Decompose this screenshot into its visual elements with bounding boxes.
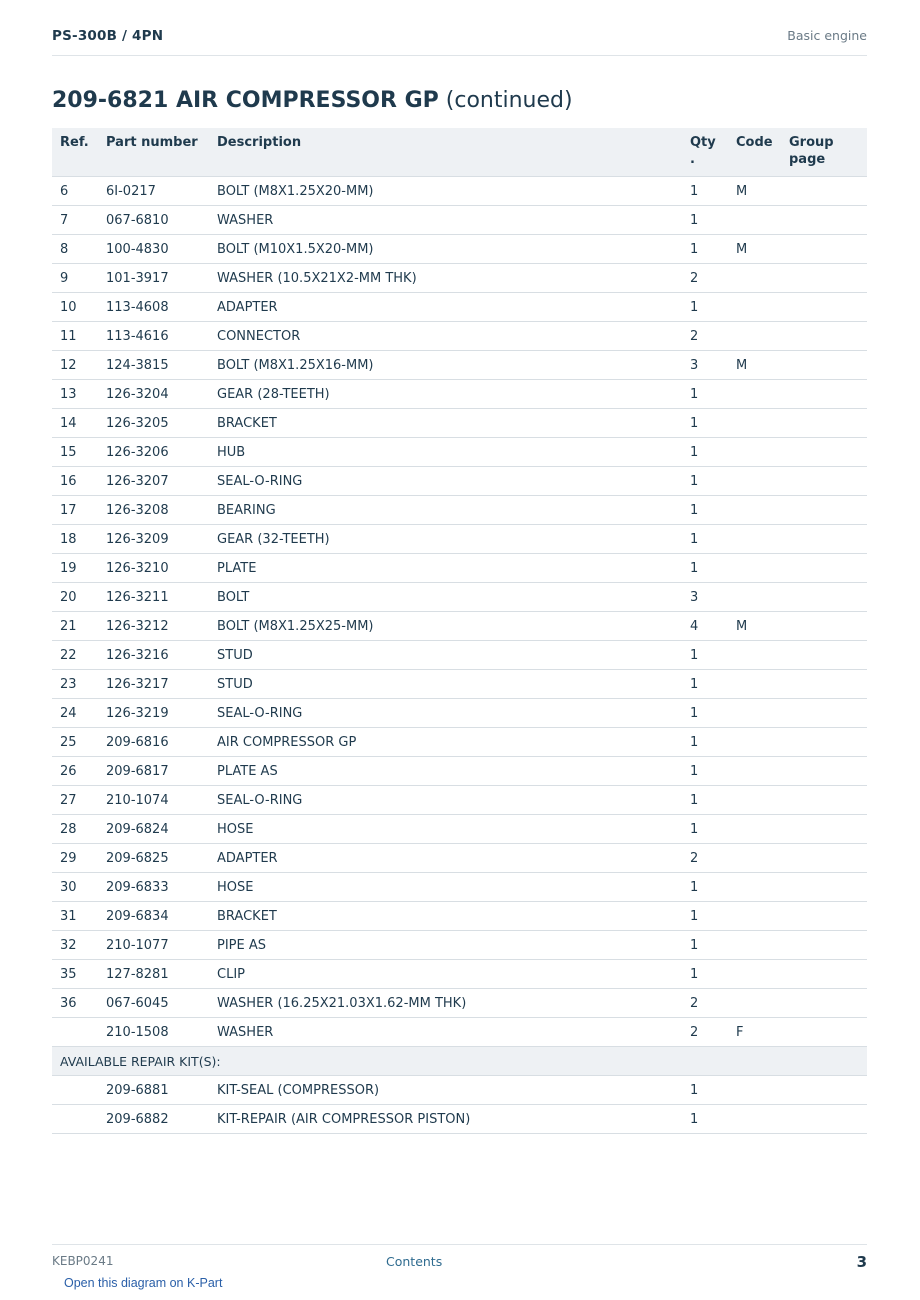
- cell-group-page: [781, 554, 867, 583]
- cell-group-page: [781, 815, 867, 844]
- cell-description: BOLT (M8X1.25X20-MM): [209, 177, 682, 206]
- cell-qty: 1: [682, 931, 728, 960]
- cell-ref: 20: [52, 583, 98, 612]
- table-row: [52, 844, 867, 873]
- cell-code: [728, 989, 781, 1018]
- table-row: [52, 699, 867, 728]
- col-group-line2: page: [789, 152, 826, 167]
- cell-ref: 27: [52, 786, 98, 815]
- table-row: [52, 786, 867, 815]
- continued-label: (continued): [445, 88, 573, 113]
- cell-description: AIR COMPRESSOR GP: [209, 728, 682, 757]
- cell-qty: 1: [682, 757, 728, 786]
- cell-code: [728, 1076, 781, 1105]
- cell-part-number: 6I-0217: [98, 177, 209, 206]
- col-code: Code: [728, 128, 781, 177]
- cell-qty: 1: [682, 525, 728, 554]
- cell-qty: 2: [682, 322, 728, 351]
- cell-group-page: [781, 380, 867, 409]
- cell-code: M: [728, 177, 781, 206]
- cell-part-number: 127-8281: [98, 960, 209, 989]
- cell-part-number: 126-3209: [98, 525, 209, 554]
- cell-description: HUB: [209, 438, 682, 467]
- cell-part-number: 113-4616: [98, 322, 209, 351]
- table-row: [52, 467, 867, 496]
- col-qty-line1: Qty: [690, 135, 716, 150]
- cell-group-page: [781, 699, 867, 728]
- col-group-line1: Group: [789, 135, 834, 150]
- table-row: [52, 1018, 867, 1047]
- cell-part-number: 126-3205: [98, 409, 209, 438]
- cell-qty: 3: [682, 583, 728, 612]
- cell-group-page: [781, 844, 867, 873]
- table-row: [52, 728, 867, 757]
- cell-description: SEAL-O-RING: [209, 786, 682, 815]
- cell-part-number: 209-6882: [98, 1105, 209, 1134]
- cell-qty: 1: [682, 380, 728, 409]
- cell-qty: 1: [682, 438, 728, 467]
- cell-code: [728, 641, 781, 670]
- cell-description: HOSE: [209, 815, 682, 844]
- page-footer: [52, 1244, 867, 1275]
- cell-qty: 2: [682, 264, 728, 293]
- cell-part-number: 210-1077: [98, 931, 209, 960]
- cell-qty: 1: [682, 467, 728, 496]
- cell-group-page: [781, 1076, 867, 1105]
- cell-part-number: 209-6817: [98, 757, 209, 786]
- cell-part-number: 126-3206: [98, 438, 209, 467]
- cell-ref: [52, 1076, 98, 1105]
- cell-ref: 32: [52, 931, 98, 960]
- cell-ref: 31: [52, 902, 98, 931]
- cell-ref: 14: [52, 409, 98, 438]
- cell-group-page: [781, 293, 867, 322]
- cell-description: WASHER (10.5X21X2-MM THK): [209, 264, 682, 293]
- cell-group-page: [781, 177, 867, 206]
- cell-ref: 19: [52, 554, 98, 583]
- cell-description: WASHER (16.25X21.03X1.62-MM THK): [209, 989, 682, 1018]
- cell-description: BRACKET: [209, 902, 682, 931]
- col-description: Description: [209, 128, 682, 177]
- open-kpart-link[interactable]: Open this diagram on K-Part: [64, 1276, 223, 1290]
- table-row: [52, 583, 867, 612]
- cell-ref: 22: [52, 641, 98, 670]
- cell-qty: 1: [682, 409, 728, 438]
- cell-part-number: 126-3219: [98, 699, 209, 728]
- cell-description: PLATE AS: [209, 757, 682, 786]
- cell-group-page: [781, 409, 867, 438]
- cell-description: KIT-SEAL (COMPRESSOR): [209, 1076, 682, 1105]
- cell-part-number: 209-6825: [98, 844, 209, 873]
- cell-qty: 1: [682, 1105, 728, 1134]
- cell-part-number: 126-3208: [98, 496, 209, 525]
- cell-ref: 11: [52, 322, 98, 351]
- table-row: [52, 815, 867, 844]
- cell-part-number: 126-3217: [98, 670, 209, 699]
- cell-qty: 1: [682, 670, 728, 699]
- table-row: [52, 960, 867, 989]
- page-header: [52, 28, 867, 56]
- cell-qty: 4: [682, 612, 728, 641]
- cell-qty: 1: [682, 728, 728, 757]
- cell-group-page: [781, 206, 867, 235]
- cell-ref: 26: [52, 757, 98, 786]
- cell-ref: 9: [52, 264, 98, 293]
- cell-code: [728, 902, 781, 931]
- cell-code: [728, 1105, 781, 1134]
- cell-group-page: [781, 1105, 867, 1134]
- cell-description: PLATE: [209, 554, 682, 583]
- contents-link[interactable]: Contents: [386, 1254, 443, 1269]
- cell-group-page: [781, 728, 867, 757]
- cell-code: [728, 583, 781, 612]
- cell-ref: 15: [52, 438, 98, 467]
- cell-qty: 1: [682, 177, 728, 206]
- cell-code: [728, 206, 781, 235]
- col-part-number: Part number: [98, 128, 209, 177]
- table-row: [52, 757, 867, 786]
- table-row: [52, 380, 867, 409]
- col-qty-line2: .: [690, 152, 695, 167]
- cell-code: [728, 554, 781, 583]
- table-row: [52, 873, 867, 902]
- cell-part-number: 113-4608: [98, 293, 209, 322]
- cell-group-page: [781, 467, 867, 496]
- cell-group-page: [781, 322, 867, 351]
- cell-ref: 8: [52, 235, 98, 264]
- table-row: [52, 293, 867, 322]
- cell-group-page: [781, 351, 867, 380]
- cell-part-number: 209-6824: [98, 815, 209, 844]
- cell-ref: 6: [52, 177, 98, 206]
- cell-description: BOLT (M8X1.25X16-MM): [209, 351, 682, 380]
- cell-ref: 30: [52, 873, 98, 902]
- cell-code: [728, 728, 781, 757]
- cell-description: CLIP: [209, 960, 682, 989]
- table-row: [52, 177, 867, 206]
- cell-group-page: [781, 235, 867, 264]
- cell-code: [728, 815, 781, 844]
- assembly-title: 209-6821 AIR COMPRESSOR GP: [52, 88, 439, 113]
- cell-group-page: [781, 612, 867, 641]
- cell-ref: 21: [52, 612, 98, 641]
- cell-ref: 17: [52, 496, 98, 525]
- cell-qty: 1: [682, 815, 728, 844]
- cell-code: [728, 786, 781, 815]
- cell-description: CONNECTOR: [209, 322, 682, 351]
- cell-part-number: 126-3210: [98, 554, 209, 583]
- cell-code: [728, 264, 781, 293]
- cell-part-number: 209-6833: [98, 873, 209, 902]
- cell-ref: 12: [52, 351, 98, 380]
- cell-qty: 1: [682, 699, 728, 728]
- cell-part-number: 126-3212: [98, 612, 209, 641]
- cell-group-page: [781, 902, 867, 931]
- cell-qty: 2: [682, 1018, 728, 1047]
- table-row: [52, 525, 867, 554]
- cell-description: WASHER: [209, 1018, 682, 1047]
- cell-group-page: [781, 670, 867, 699]
- cell-code: [728, 844, 781, 873]
- page-number: 3: [856, 1253, 867, 1271]
- cell-qty: 3: [682, 351, 728, 380]
- table-row: [52, 641, 867, 670]
- cell-group-page: [781, 1018, 867, 1047]
- table-row: [52, 351, 867, 380]
- cell-ref: 16: [52, 467, 98, 496]
- cell-code: [728, 931, 781, 960]
- cell-part-number: 067-6810: [98, 206, 209, 235]
- table-row: [52, 496, 867, 525]
- cell-ref: [52, 1018, 98, 1047]
- cell-description: ADAPTER: [209, 844, 682, 873]
- cell-ref: 24: [52, 699, 98, 728]
- table-header-row: [52, 128, 867, 177]
- cell-description: STUD: [209, 641, 682, 670]
- cell-description: WASHER: [209, 206, 682, 235]
- cell-part-number: 100-4830: [98, 235, 209, 264]
- col-group-page: [781, 128, 867, 177]
- table-row: [52, 264, 867, 293]
- cell-part-number: 209-6881: [98, 1076, 209, 1105]
- cell-group-page: [781, 873, 867, 902]
- parts-table: [52, 128, 867, 1134]
- cell-code: [728, 467, 781, 496]
- table-row: [52, 612, 867, 641]
- cell-description: GEAR (28-TEETH): [209, 380, 682, 409]
- cell-group-page: [781, 264, 867, 293]
- table-row: [52, 554, 867, 583]
- cell-part-number: 209-6816: [98, 728, 209, 757]
- cell-description: BOLT (M8X1.25X25-MM): [209, 612, 682, 641]
- cell-description: HOSE: [209, 873, 682, 902]
- cell-code: M: [728, 351, 781, 380]
- parts-table-body: [52, 177, 867, 1134]
- cell-code: [728, 409, 781, 438]
- repair-kit-header-row: [52, 1047, 867, 1076]
- table-row: [52, 206, 867, 235]
- cell-code: [728, 699, 781, 728]
- table-row: [52, 438, 867, 467]
- cell-ref: [52, 1105, 98, 1134]
- cell-group-page: [781, 525, 867, 554]
- table-row: [52, 902, 867, 931]
- cell-description: PIPE AS: [209, 931, 682, 960]
- cell-part-number: 126-3204: [98, 380, 209, 409]
- cell-ref: 18: [52, 525, 98, 554]
- cell-part-number: 210-1508: [98, 1018, 209, 1047]
- cell-group-page: [781, 989, 867, 1018]
- cell-description: BEARING: [209, 496, 682, 525]
- cell-qty: 1: [682, 206, 728, 235]
- col-ref: Ref.: [52, 128, 98, 177]
- cell-code: [728, 960, 781, 989]
- cell-description: BOLT: [209, 583, 682, 612]
- page-title: [52, 88, 573, 113]
- cell-group-page: [781, 583, 867, 612]
- repair-kit-header: AVAILABLE REPAIR KIT(S):: [52, 1047, 867, 1076]
- cell-group-page: [781, 960, 867, 989]
- cell-qty: 1: [682, 786, 728, 815]
- cell-qty: 1: [682, 554, 728, 583]
- cell-group-page: [781, 757, 867, 786]
- cell-ref: 10: [52, 293, 98, 322]
- cell-ref: 13: [52, 380, 98, 409]
- cell-ref: 23: [52, 670, 98, 699]
- kit-row: [52, 1105, 867, 1134]
- cell-qty: 1: [682, 960, 728, 989]
- cell-qty: 1: [682, 496, 728, 525]
- cell-qty: 2: [682, 844, 728, 873]
- cell-part-number: 210-1074: [98, 786, 209, 815]
- cell-group-page: [781, 786, 867, 815]
- col-qty: [682, 128, 728, 177]
- cell-qty: 1: [682, 641, 728, 670]
- cell-code: M: [728, 612, 781, 641]
- cell-description: SEAL-O-RING: [209, 467, 682, 496]
- cell-code: M: [728, 235, 781, 264]
- table-row: [52, 409, 867, 438]
- cell-code: [728, 670, 781, 699]
- cell-code: [728, 438, 781, 467]
- cell-qty: 1: [682, 1076, 728, 1105]
- cell-description: GEAR (32-TEETH): [209, 525, 682, 554]
- cell-ref: 7: [52, 206, 98, 235]
- cell-part-number: 126-3207: [98, 467, 209, 496]
- document-id: KEBP0241: [52, 1254, 114, 1268]
- cell-description: SEAL-O-RING: [209, 699, 682, 728]
- cell-ref: 28: [52, 815, 98, 844]
- cell-code: [728, 380, 781, 409]
- cell-ref: 25: [52, 728, 98, 757]
- cell-description: STUD: [209, 670, 682, 699]
- cell-code: [728, 293, 781, 322]
- table-row: [52, 989, 867, 1018]
- table-row: [52, 670, 867, 699]
- cell-part-number: 209-6834: [98, 902, 209, 931]
- cell-qty: 2: [682, 989, 728, 1018]
- cell-qty: 1: [682, 293, 728, 322]
- cell-qty: 1: [682, 902, 728, 931]
- cell-description: KIT-REPAIR (AIR COMPRESSOR PISTON): [209, 1105, 682, 1134]
- cell-group-page: [781, 931, 867, 960]
- cell-part-number: 067-6045: [98, 989, 209, 1018]
- table-row: [52, 322, 867, 351]
- cell-description: BOLT (M10X1.5X20-MM): [209, 235, 682, 264]
- cell-description: BRACKET: [209, 409, 682, 438]
- model-label: PS-300B / 4PN: [52, 28, 164, 44]
- cell-group-page: [781, 496, 867, 525]
- cell-group-page: [781, 641, 867, 670]
- cell-part-number: 126-3211: [98, 583, 209, 612]
- cell-code: [728, 873, 781, 902]
- section-label: Basic engine: [787, 28, 867, 43]
- cell-qty: 1: [682, 235, 728, 264]
- cell-code: [728, 757, 781, 786]
- table-row: [52, 235, 867, 264]
- cell-code: [728, 322, 781, 351]
- cell-ref: 35: [52, 960, 98, 989]
- kit-row: [52, 1076, 867, 1105]
- cell-qty: 1: [682, 873, 728, 902]
- cell-part-number: 101-3917: [98, 264, 209, 293]
- cell-group-page: [781, 438, 867, 467]
- cell-ref: 36: [52, 989, 98, 1018]
- cell-part-number: 124-3815: [98, 351, 209, 380]
- table-row: [52, 931, 867, 960]
- cell-code: [728, 496, 781, 525]
- cell-part-number: 126-3216: [98, 641, 209, 670]
- cell-description: ADAPTER: [209, 293, 682, 322]
- cell-code: [728, 525, 781, 554]
- cell-ref: 29: [52, 844, 98, 873]
- cell-code: F: [728, 1018, 781, 1047]
